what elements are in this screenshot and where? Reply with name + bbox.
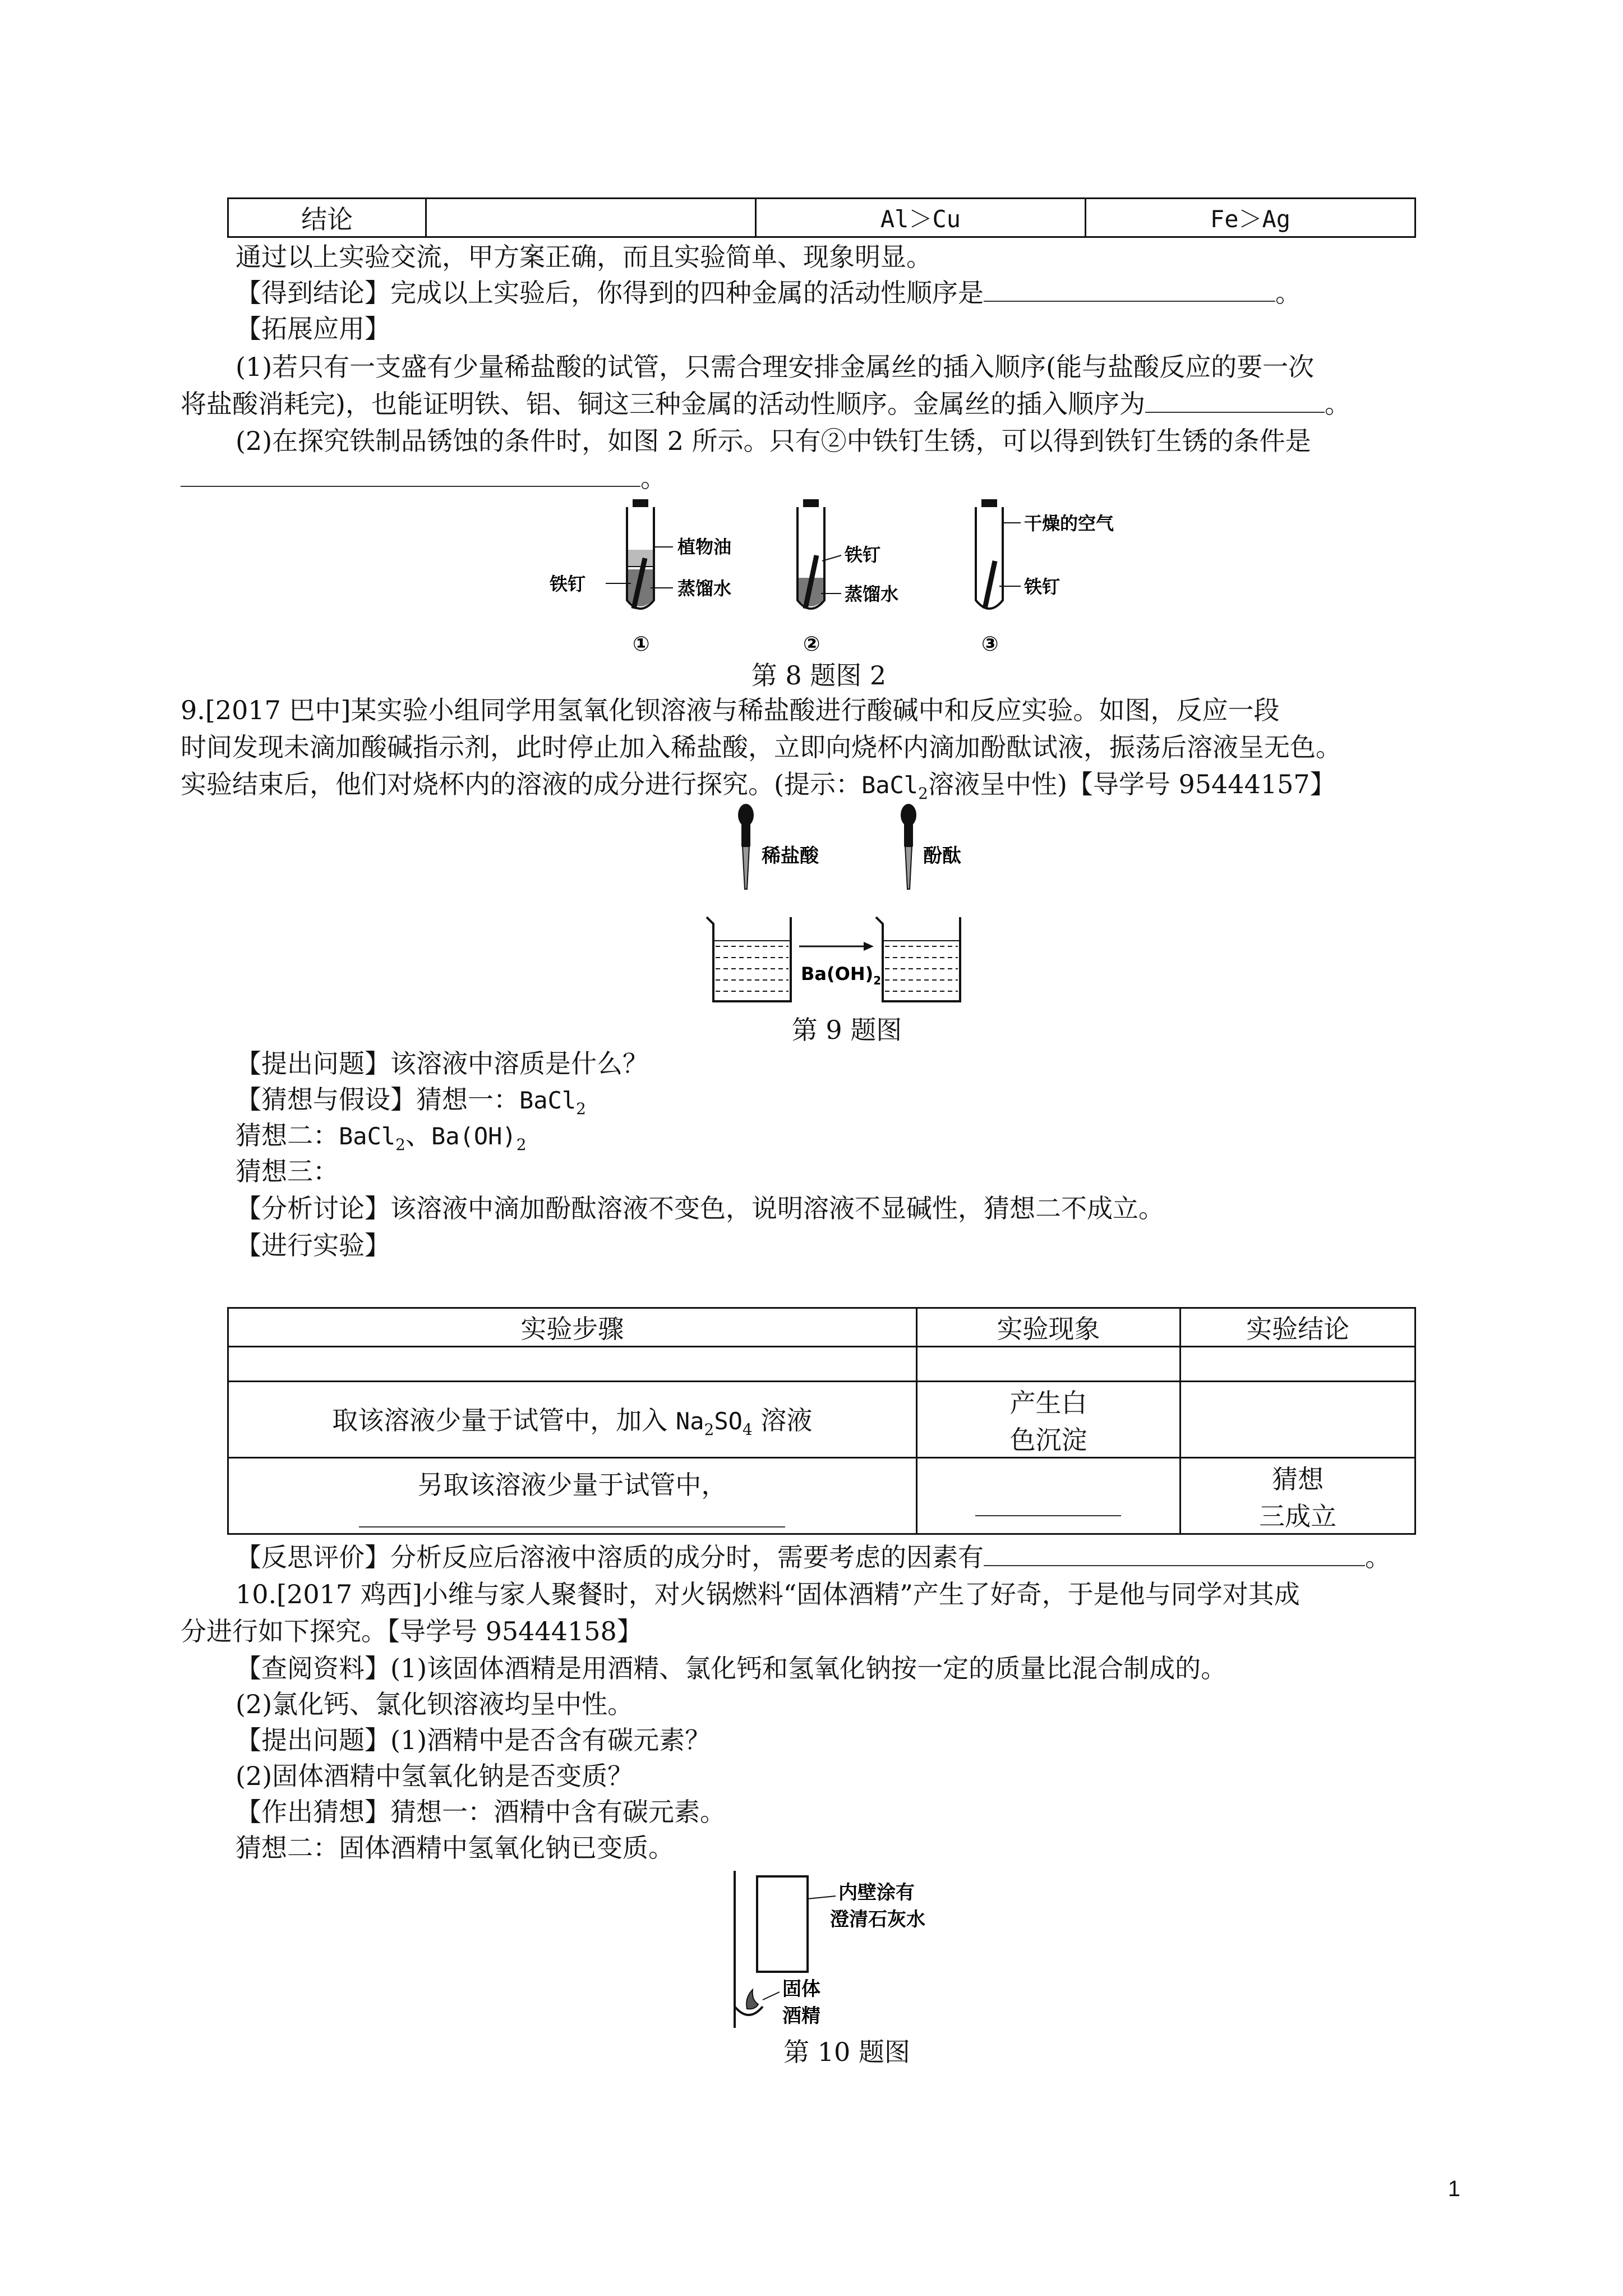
table-cell	[426, 199, 756, 237]
wall-label: 内壁涂有	[838, 1881, 915, 1904]
answer-blank[interactable]	[984, 276, 1275, 302]
table-cell	[228, 1347, 917, 1382]
paragraph	[181, 387, 1403, 421]
text: 【得到结论】完成以上实验后，你得到的四种金属的活动性顺序是	[236, 278, 984, 308]
chem-formula: BaCl	[339, 1122, 396, 1150]
table-cell: 结论	[228, 199, 426, 237]
chem-formula: Ba(OH)	[431, 1122, 517, 1150]
table-cell: Al＞Cu	[755, 199, 1085, 237]
paragraph: (1)若只有一支盛有少量稀盐酸的试管，只需合理安排金属丝的插入顺序(能与盐酸反应的要一次	[236, 352, 1315, 382]
figure-caption: 第 8 题图 2	[751, 660, 887, 691]
dropper-acid	[738, 804, 754, 889]
chem-formula: BaCl	[861, 771, 919, 799]
paragraph: (2)固体酒精中氢氧化钠是否变质？	[236, 1761, 634, 1791]
paragraph: (2)在探究铁制品锈蚀的条件时，如图 2 所示。只有②中铁钉生锈，可以得到铁钉生锈的条件是	[236, 426, 1311, 456]
test-tube-1	[627, 499, 654, 609]
acid-label: 稀盐酸	[762, 845, 819, 867]
text: 猜想	[1272, 1464, 1324, 1494]
tube-number: ③	[981, 633, 999, 656]
text: 三成立	[1259, 1501, 1337, 1531]
experiment-table	[227, 1307, 1416, 1535]
question-9: 9.[2017 巴中]某实验小组同学用氢氧化钡溶液与稀盐酸进行酸碱中和反应实验。如图，反应一段	[181, 695, 1280, 725]
water-label: 蒸馏水	[677, 578, 732, 599]
subscript: 4	[742, 1420, 753, 1439]
subscript: 2	[576, 1099, 586, 1119]
paragraph	[236, 276, 1458, 310]
paragraph: 猜想二：固体酒精中氢氧化钠已变质。	[236, 1833, 674, 1863]
text: 【反思评价】分析反应后溶液中溶质的成分时，需要考虑的因素有	[236, 1542, 984, 1572]
text: 【猜想与假设】猜想一：	[236, 1084, 519, 1115]
neutralization-figure	[679, 799, 1015, 1013]
text: 溶液	[752, 1405, 813, 1435]
table-cell	[916, 1347, 1181, 1382]
paragraph: 时间发现未滴加酸碱指示剂，此时停止加入稀盐酸，立即向烧杯内滴加酚酞试液，振荡后溶液呈无色。	[181, 732, 1341, 762]
question-10: 10.[2017 鸡西]小维与家人聚餐时，对火锅燃料“固体酒精”产生了好奇，于是他与同学对其成	[236, 1579, 1300, 1609]
test-tube-3	[976, 499, 1003, 609]
fuel-label: 固体	[782, 1978, 820, 2000]
chem-formula: BaCl	[519, 1087, 577, 1114]
conclusion-table	[227, 197, 1416, 238]
paragraph	[181, 461, 1403, 495]
beaker-left	[707, 917, 791, 1001]
paragraph: 猜想三：	[236, 1156, 339, 1186]
phenol-label: 酚酞	[923, 845, 961, 867]
table-cell	[1181, 1347, 1415, 1382]
paragraph: 分进行如下探究。【导学号 95444158】	[181, 1616, 643, 1646]
text: 溶液呈中性)【导学号 95444157】	[928, 769, 1336, 799]
figure-caption: 第 9 题图	[791, 1015, 902, 1045]
text: 。	[1324, 389, 1350, 419]
paragraph	[236, 1540, 1458, 1574]
table-cell	[916, 1458, 1181, 1534]
wall-label: 澄清石灰水	[830, 1908, 925, 1931]
dropper-phenol	[901, 804, 916, 889]
paragraph: 【分析讨论】该溶液中滴加酚酞溶液不变色，说明溶液不显碱性，猜想二不成立。	[236, 1193, 1164, 1223]
table-header: 实验结论	[1181, 1308, 1415, 1347]
answer-blank[interactable]	[1145, 387, 1325, 413]
fuel-label: 酒精	[782, 2005, 820, 2027]
text: 色沉淀	[1009, 1424, 1087, 1455]
subscript: 2	[918, 784, 928, 803]
chem-formula: SO	[714, 1407, 743, 1435]
text: 猜想二：	[236, 1120, 339, 1151]
table-cell	[228, 1382, 917, 1458]
text: 。	[1365, 1542, 1391, 1572]
subscript: 2	[704, 1420, 714, 1439]
table-header: 实验步骤	[228, 1308, 917, 1347]
text: 、	[405, 1120, 431, 1151]
baoh-label: $Ba(OH)_2$	[801, 963, 882, 987]
text: 产生白	[1009, 1387, 1087, 1418]
table-cell	[916, 1382, 1181, 1458]
nail-label: 铁钉	[550, 573, 586, 595]
answer-blank[interactable]	[975, 1504, 1121, 1516]
dry-air-label: 干燥的空气	[1024, 513, 1114, 534]
table-header: 实验现象	[916, 1308, 1181, 1347]
test-tubes-figure	[538, 494, 1155, 662]
nail-label: 铁钉	[845, 544, 881, 565]
nail-label: 铁钉	[1024, 576, 1061, 597]
subscript: 2	[395, 1135, 405, 1154]
text: 。	[1275, 278, 1301, 308]
answer-blank[interactable]	[181, 461, 640, 487]
test-tube-2	[797, 499, 824, 609]
flame-icon	[746, 1990, 758, 2009]
table-cell: Fe＞Ag	[1085, 199, 1415, 237]
paragraph: (2)氯化钙、氯化钡溶液均呈中性。	[236, 1689, 634, 1719]
beaker-right	[876, 917, 960, 1001]
chem-formula: Na	[675, 1407, 704, 1435]
text: 实验结束后，他们对烧杯内的溶液的成分进行探究。(提示：	[181, 769, 861, 799]
text: 另取该溶液少量于试管中，	[417, 1469, 727, 1500]
paragraph: 【提出问题】(1)酒精中是否含有碳元素？	[236, 1725, 711, 1755]
tube-number: ①	[633, 633, 650, 656]
water-label: 蒸馏水	[845, 583, 899, 605]
figure-caption: 第 10 题图	[783, 2037, 910, 2067]
text: 。	[640, 463, 666, 493]
paragraph: 【查阅资料】(1)该固体酒精是用酒精、氯化钙和氢氧化钠按一定的质量比混合制成的。	[236, 1653, 1227, 1683]
table-cell	[1181, 1458, 1415, 1534]
tube-number: ②	[803, 633, 820, 656]
section-heading: 【进行实验】	[236, 1230, 390, 1260]
section-heading: 【拓展应用】	[236, 314, 390, 344]
alcohol-burning-figure	[723, 1865, 959, 2033]
text: 将盐酸消耗完)，也能证明铁、铝、铜这三种金属的活动性顺序。金属丝的插入顺序为	[181, 389, 1145, 419]
answer-blank[interactable]	[359, 1510, 785, 1527]
text: 取该溶液少量于试管中，加入	[332, 1405, 676, 1435]
oil-label: 植物油	[677, 536, 732, 558]
paragraph: 【提出问题】该溶液中溶质是什么？	[236, 1048, 648, 1079]
table-cell	[228, 1458, 917, 1534]
paragraph: 通过以上实验交流，甲方案正确，而且实验简单、现象明显。	[236, 242, 932, 272]
paragraph: 【作出猜想】猜想一：酒精中含有碳元素。	[236, 1797, 726, 1827]
page-number: 1	[1447, 2177, 1460, 2201]
inverted-beaker	[757, 1876, 808, 1972]
answer-blank[interactable]	[984, 1540, 1365, 1566]
subscript: 2	[516, 1135, 527, 1154]
table-cell	[1181, 1382, 1415, 1458]
